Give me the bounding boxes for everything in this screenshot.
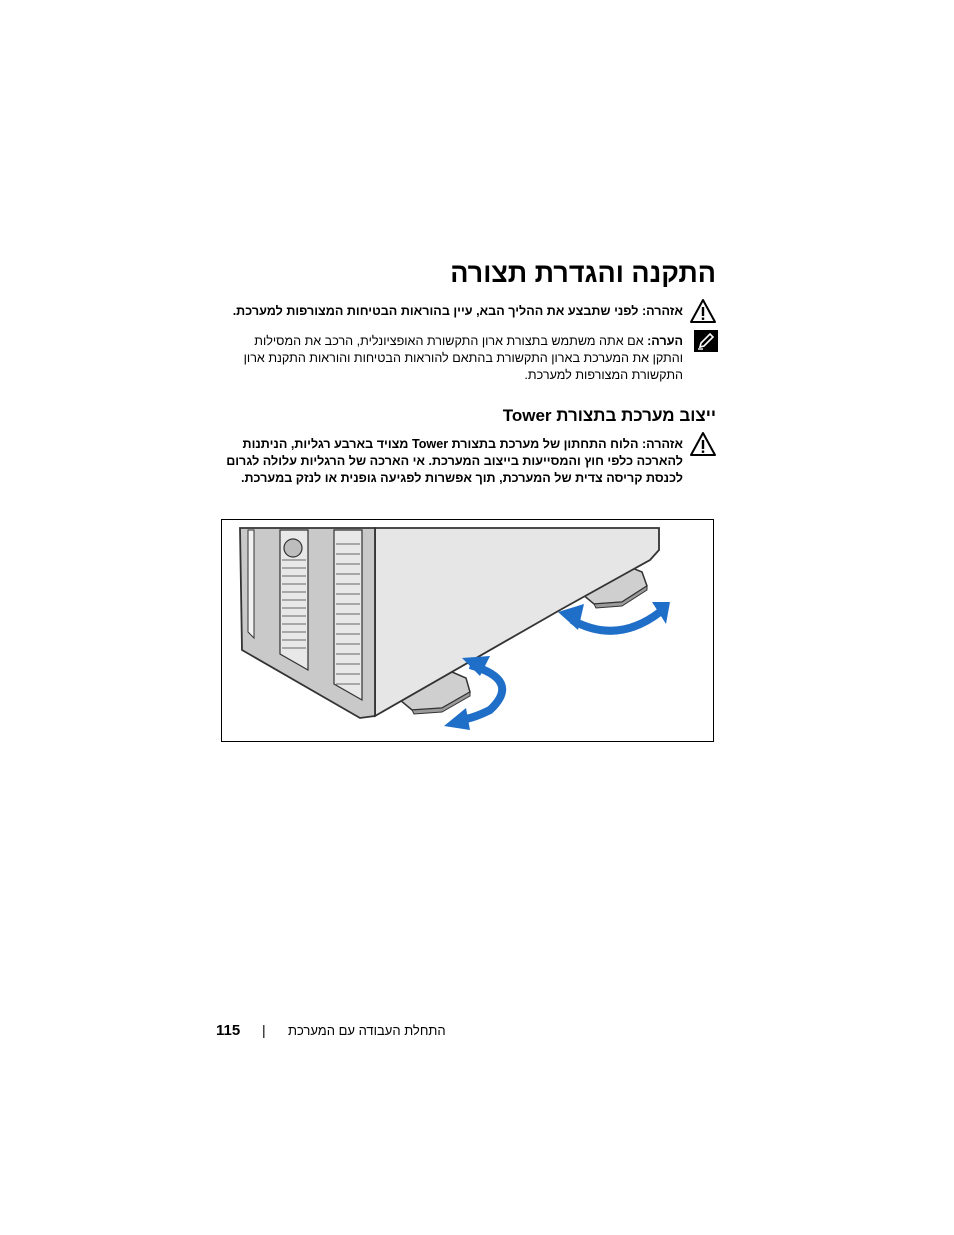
caution2-line-1: אזהרה: הלוח התחתון של מערכת בתצורת Tower מצויד בארבע רגליות, הניתנות	[242, 437, 683, 451]
note-line-3: התקשורת המצורפות למערכת.	[524, 368, 683, 382]
footer-separator: |	[262, 1022, 266, 1038]
caution-text: אזהרה: לפני שתבצע את ההליך הבא, עיין בהוראות הבטיחות המצורפות למערכת.	[232, 304, 683, 318]
page-number: 115	[216, 1022, 241, 1039]
caution2-line-2: להארכה כלפי חוץ והמסייעות בייצוב המערכת. אי הארכה של הרגליות עלולה לגרום	[226, 454, 683, 468]
caution2-line-3: לכנסת קריסה צדית של המערכת, תוך אפשרות לפגיעה גופנית או לנזק במערכת.	[241, 471, 683, 485]
tower-stabilizer-figure	[221, 519, 714, 742]
page-title: התקנה והגדרת תצורה	[450, 258, 716, 288]
chapter-title: התחלת העבודה עם המערכת	[288, 1023, 446, 1038]
note-label: הערה:	[647, 334, 683, 348]
tower-feet-illustration	[222, 520, 713, 741]
section-title: ייצוב מערכת בתצורת Tower	[502, 406, 716, 425]
note-line-1: הערה: אם אתה משתמש בתצורת ארון התקשורת האופציונלית, הרכב את המסילות	[254, 334, 683, 348]
warning-triangle-icon	[689, 431, 717, 457]
note-line-2: והתקן את המערכת בארון התקשורת בהתאם להוראות הבטיחות והוראות התקנת ארון	[243, 351, 683, 365]
warning-triangle-icon	[689, 298, 717, 324]
note-pencil-icon	[694, 330, 718, 352]
